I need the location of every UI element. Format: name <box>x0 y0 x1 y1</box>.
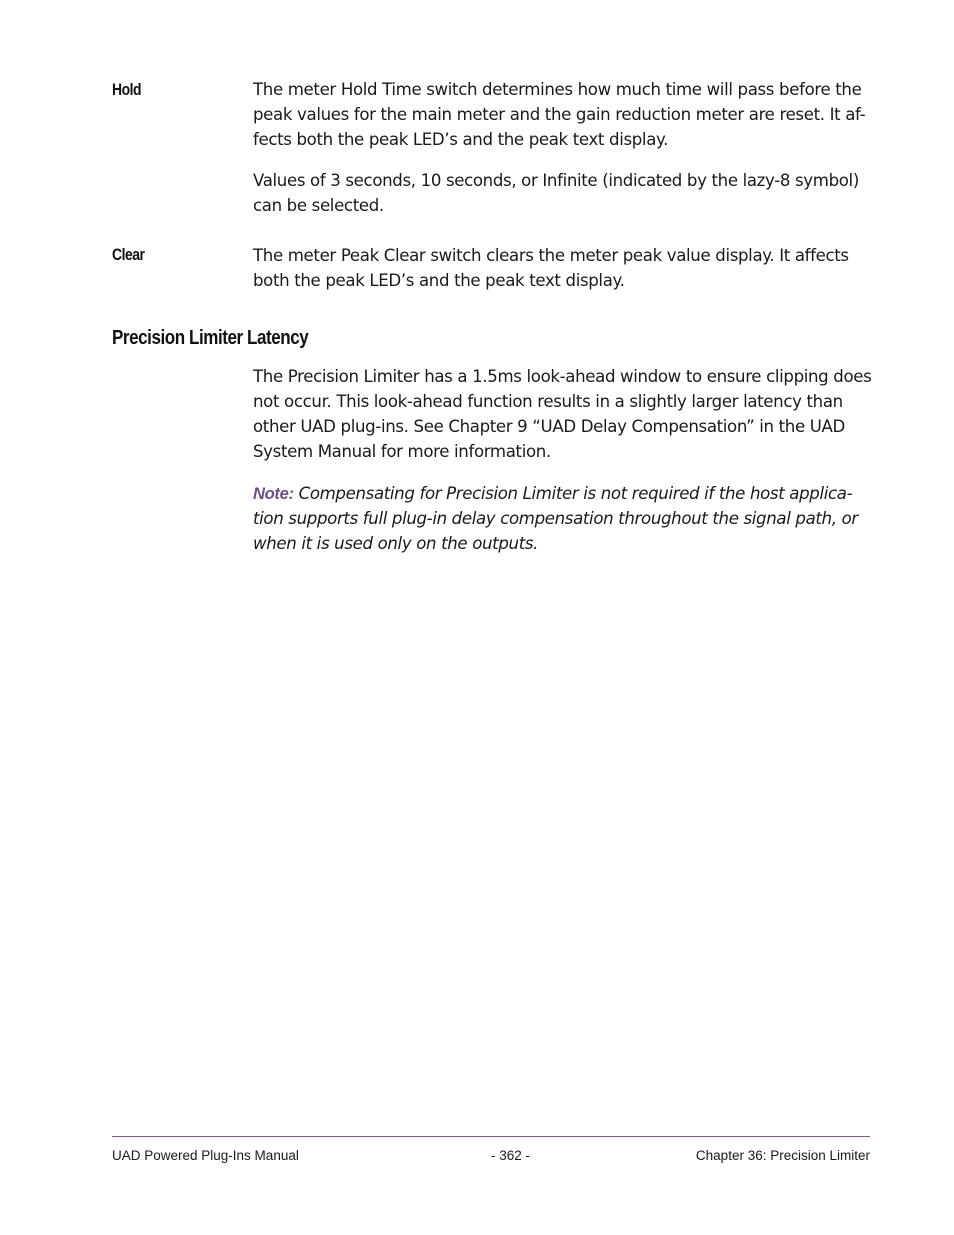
latency-note <box>253 481 878 556</box>
hold-values-line: can be selected. <box>253 196 384 215</box>
latency-desc-line: not occur. This look-ahead function results in a slightly larger latency than <box>253 392 843 411</box>
clear-desc-line: both the peak LED’s and the peak text display. <box>253 271 625 290</box>
latency-desc-line: other UAD plug-ins. See Chapter 9 “UAD Delay Compensation” in the UAD <box>253 417 845 436</box>
hold-desc-line: peak values for the main meter and the gain reduction meter are reset. It af- <box>253 105 866 124</box>
hold-values-line: Values of 3 seconds, 10 seconds, or Infinite (indicated by the lazy-8 symbol) <box>253 171 859 190</box>
hold-description <box>253 77 878 152</box>
note-line: Compensating for Precision Limiter is not required if the host applica- <box>293 484 853 503</box>
footer-manual-title: UAD Powered Plug-Ins Manual <box>112 1148 299 1163</box>
clear-description <box>253 243 878 293</box>
clear-term: Clear <box>112 245 145 264</box>
footer-page-number: - 362 - <box>491 1148 531 1163</box>
hold-values-description <box>253 168 878 218</box>
latency-description <box>253 364 878 464</box>
hold-desc-line: The meter Hold Time switch determines how much time will pass before the <box>253 80 862 99</box>
clear-desc-line: The meter Peak Clear switch clears the meter peak value display. It affects <box>253 246 849 265</box>
hold-desc-line: fects both the peak LED’s and the peak text display. <box>253 130 669 149</box>
note-label: Note: <box>253 484 294 503</box>
note-line: when it is used only on the outputs. <box>253 534 539 553</box>
section-heading-latency: Precision Limiter Latency <box>112 327 309 349</box>
footer-divider <box>112 1136 870 1137</box>
footer-chapter-title: Chapter 36: Precision Limiter <box>695 1148 870 1163</box>
latency-desc-line: System Manual for more information. <box>253 442 551 461</box>
latency-desc-line: The Precision Limiter has a 1.5ms look-ahead window to ensure clipping does <box>253 367 872 386</box>
hold-term: Hold <box>112 80 142 99</box>
note-line: tion supports full plug-in delay compensation throughout the signal path, or <box>253 509 858 528</box>
